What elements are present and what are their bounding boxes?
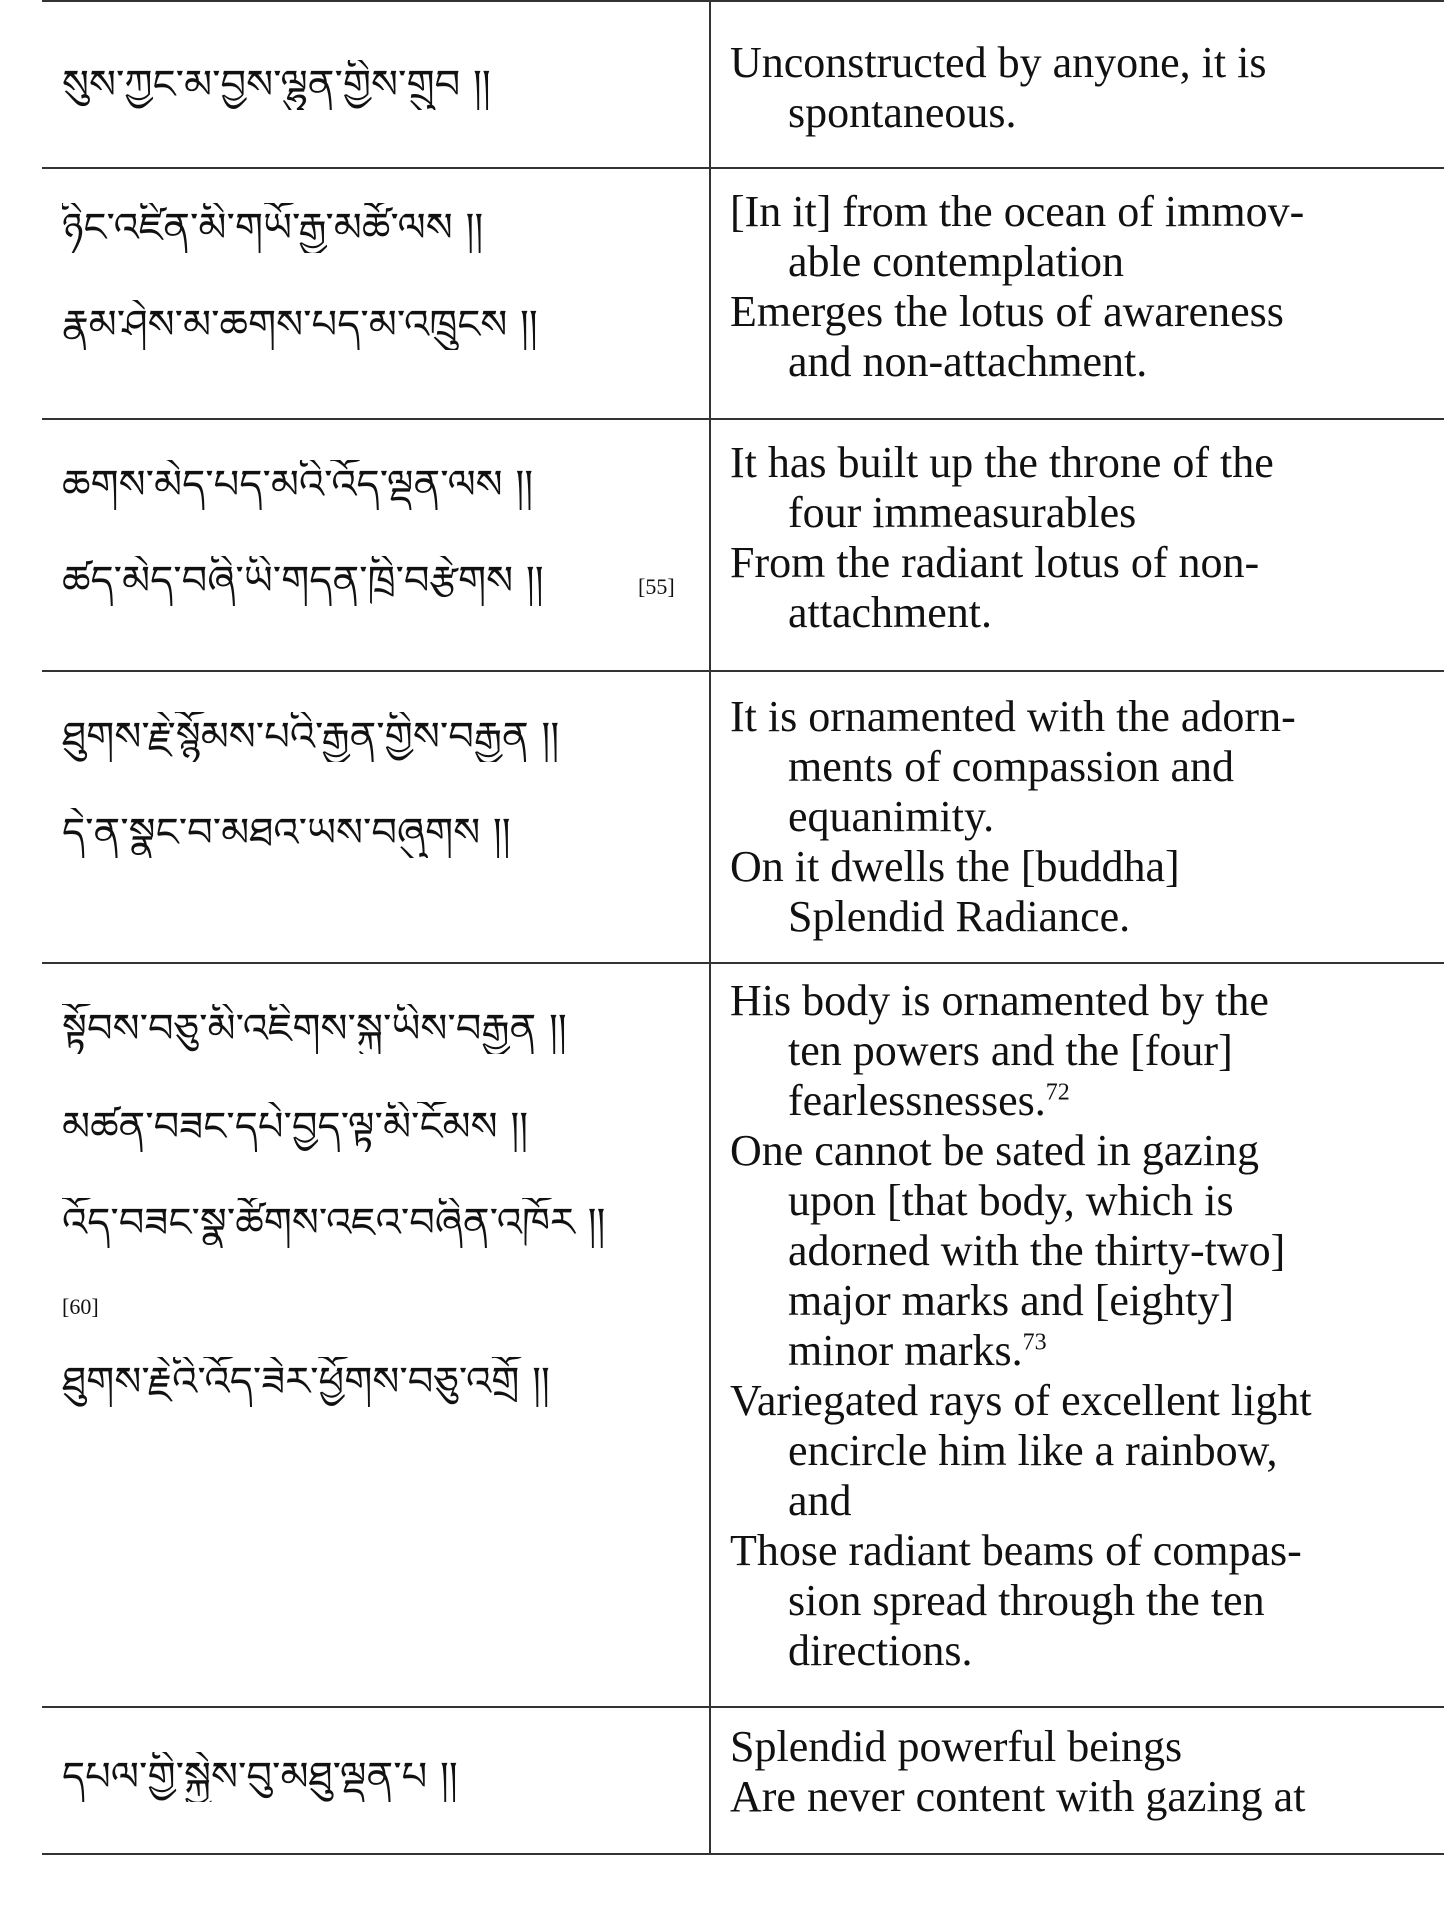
english-text: minor marks. [788, 1326, 1023, 1375]
english-line: On it dwells the [buddha] [730, 842, 1180, 891]
english-line: attachment. [788, 588, 993, 637]
english-text: fearlessnesses. [788, 1076, 1046, 1125]
document-page [42, 0, 1444, 1922]
tibetan-line: ཉིང་འཛིན་མི་གཡོ་རྒྱ་མཚོ་ལས །། [62, 205, 484, 251]
tibetan-line: མཚན་བཟང་དཔེ་བྱད་ལྟ་མི་ངོམས །། [62, 1104, 529, 1150]
verse-row-5 [42, 962, 1444, 1708]
tibetan-line: ཆགས་མེད་པད་མའི་འོད་ལྡན་ལས །། [62, 462, 534, 508]
english-line: Are never content with gazing at [730, 1772, 1306, 1821]
english-line: able contemplation [788, 237, 1124, 286]
english-line: adorned with the thirty-two] [788, 1226, 1286, 1275]
english-line [788, 1076, 1070, 1126]
tibetan-line: སྟོབས་བཅུ་མི་འཇིགས་སྐུ་ཡིས་བརྒྱན །། [62, 1006, 567, 1052]
verse-row-3 [42, 418, 1444, 672]
tibetan-line: ཐུགས་རྗེའི་འོད་ཟེར་ཕྱོགས་བཅུ་འགྲོ །། [62, 1359, 550, 1405]
english-line [788, 1326, 1047, 1376]
english-line: [In it] from the ocean of immov- [730, 187, 1305, 236]
column-divider [709, 2, 711, 167]
english-line: Unconstructed by anyone, it is [730, 38, 1267, 87]
english-line: It is ornamented with the adorn- [730, 692, 1296, 741]
english-line: and [788, 1476, 852, 1525]
tibetan-line: རྣམ་ཤེས་མ་ཆགས་པད་མ་འཁྲུངས །། [62, 302, 538, 348]
tibetan-line: དཔལ་གྱི་སྐྱེས་བུ་མཐུ་ལྡན་པ །། [62, 1754, 458, 1800]
verse-row-1 [42, 0, 1444, 169]
verse-row-4 [42, 670, 1444, 964]
english-line: and non-attachment. [788, 337, 1148, 386]
column-divider [709, 962, 711, 1706]
tibetan-line: ཐུགས་རྗེ་སྙོམས་པའི་རྒྱན་གྱིས་བརྒྱན །། [62, 714, 560, 760]
english-line: equanimity. [788, 792, 995, 841]
english-line: encircle him like a rainbow, [788, 1426, 1278, 1475]
verse-row-6 [42, 1706, 1444, 1855]
tibetan-line: དེ་ན་སྣང་བ་མཐའ་ཡས་བཞུགས །། [62, 810, 511, 856]
english-line: major marks and [eighty] [788, 1276, 1234, 1325]
english-line: From the radiant lotus of non- [730, 538, 1260, 587]
column-divider [709, 418, 711, 670]
verse-number: [60] [62, 1294, 99, 1319]
english-line: directions. [788, 1626, 973, 1675]
english-line: One cannot be sated in gazing [730, 1126, 1260, 1175]
english-line: sion spread through the ten [788, 1576, 1265, 1625]
footnote-marker: 73 [1022, 1329, 1047, 1356]
english-line: Variegated rays of excellent light [730, 1376, 1312, 1425]
verse-number: [55] [638, 574, 675, 599]
english-line: upon [that body, which is [788, 1176, 1234, 1225]
footnote-marker: 72 [1045, 1079, 1070, 1106]
tibetan-line: འོད་བཟང་སྣ་ཚོགས་འཇའ་བཞིན་འཁོར །། [62, 1200, 606, 1246]
english-line: It has built up the throne of the [730, 438, 1274, 487]
tibetan-line: སུས་ཀྱང་མ་བྱས་ལྷུན་གྱིས་གྲུབ །། [62, 62, 491, 108]
english-line: four immeasurables [788, 488, 1137, 537]
column-divider [709, 1706, 711, 1853]
tibetan-line: ཚད་མེད་བཞི་ཡི་གདན་ཁྲི་བརྩེགས །། [62, 558, 544, 604]
english-line: ten powers and the [four] [788, 1026, 1233, 1075]
english-line: spontaneous. [788, 88, 1017, 137]
english-line: Splendid Radiance. [788, 892, 1131, 941]
english-line: His body is ornamented by the [730, 976, 1269, 1025]
column-divider [709, 670, 711, 962]
verse-row-2 [42, 165, 1444, 420]
column-divider [709, 165, 711, 418]
english-line: Splendid powerful beings [730, 1722, 1183, 1771]
english-line: ments of compassion and [788, 742, 1235, 791]
english-line: Emerges the lotus of awareness [730, 287, 1284, 336]
english-line: Those radiant beams of compas- [730, 1526, 1302, 1575]
